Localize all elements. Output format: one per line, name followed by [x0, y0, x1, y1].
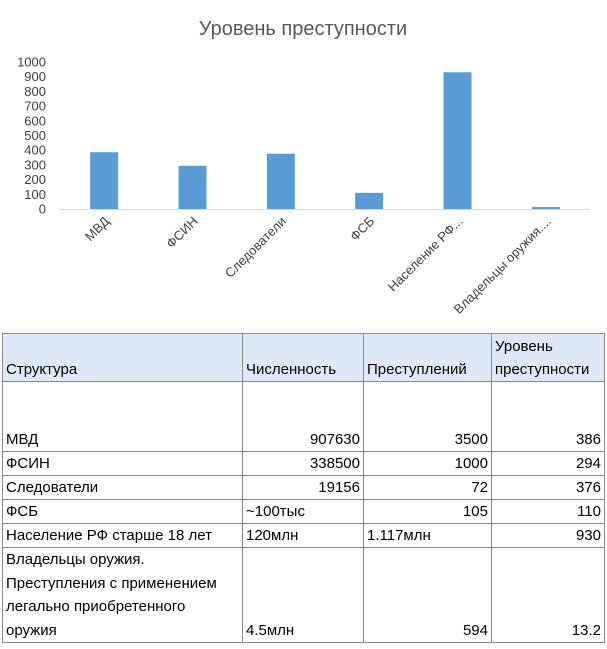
x-tick-label: Владельцы оружия....	[450, 213, 554, 317]
y-tick-label: 700	[24, 98, 46, 114]
x-tick-label: ФСБ	[347, 213, 378, 244]
cell-crime-level: 930	[492, 524, 605, 548]
bars-group	[90, 72, 560, 209]
cell-structure: МВД	[3, 382, 243, 452]
cell-structure: Владельцы оружия. Преступления с применением легально приобретенного оружия	[3, 548, 243, 643]
bar-0	[90, 152, 118, 209]
x-tick-label: ФСИН	[163, 213, 201, 252]
chart-title: Уровень преступности	[198, 18, 408, 40]
bar-5	[532, 207, 560, 209]
y-tick-label: 1000	[17, 54, 46, 70]
y-tick-label: 800	[24, 83, 46, 99]
cell-count: 4.5млн	[243, 548, 364, 643]
header-count: Численность	[243, 334, 364, 382]
data-table	[2, 333, 605, 643]
cell-count: ~100тыс	[243, 500, 364, 524]
cell-crimes: 105	[364, 500, 492, 524]
cell-count: 120млн	[243, 524, 364, 548]
cell-structure: Население РФ старше 18 лет	[3, 524, 243, 548]
table-row	[3, 548, 605, 643]
cell-crimes: 1000	[364, 452, 492, 476]
y-tick-label: 600	[24, 113, 46, 129]
cell-crime-level: 13.2	[492, 548, 605, 643]
y-tick-label: 200	[24, 172, 46, 188]
x-axis	[60, 210, 590, 317]
y-tick-label: 900	[24, 69, 46, 85]
cell-structure: ФСИН	[3, 452, 243, 476]
cell-structure: Следователи	[3, 476, 243, 500]
header-crime-level: Уровень преступности	[492, 334, 605, 382]
cell-crime-level: 376	[492, 476, 605, 500]
cell-count: 19156	[243, 476, 364, 500]
y-tick-label: 100	[24, 186, 46, 202]
cell-crime-level: 110	[492, 500, 605, 524]
cell-structure: ФСБ	[3, 500, 243, 524]
cell-crimes: 594	[364, 548, 492, 643]
x-tick-label: Следователи	[221, 213, 289, 281]
bar-3	[355, 193, 383, 209]
y-axis	[17, 55, 46, 217]
table-row	[3, 452, 605, 476]
x-tick-label: МВД	[81, 213, 113, 244]
y-tick-label: 300	[24, 157, 46, 173]
cell-crime-level: 294	[492, 452, 605, 476]
table-row	[3, 476, 605, 500]
header-crimes: Преступлений	[364, 334, 492, 382]
table-row	[3, 500, 605, 524]
table-row	[3, 524, 605, 548]
cell-count: 907630	[243, 382, 364, 452]
bar-4	[444, 72, 472, 209]
bar-1	[179, 166, 207, 209]
cell-crimes: 72	[364, 476, 492, 500]
cell-crime-level: 386	[492, 382, 605, 452]
table-row	[3, 382, 605, 452]
x-tick-label: Население РФ...	[384, 213, 466, 295]
cell-count: 338500	[243, 452, 364, 476]
table-header-row	[3, 334, 605, 382]
y-tick-label: 500	[24, 128, 46, 143]
bar-2	[267, 154, 295, 209]
y-tick-label: 0	[38, 201, 46, 217]
header-structure: Структура	[3, 334, 243, 382]
cell-crimes: 1.117млн	[364, 524, 492, 548]
cell-crimes: 3500	[364, 382, 492, 452]
y-tick-label: 400	[24, 142, 46, 158]
